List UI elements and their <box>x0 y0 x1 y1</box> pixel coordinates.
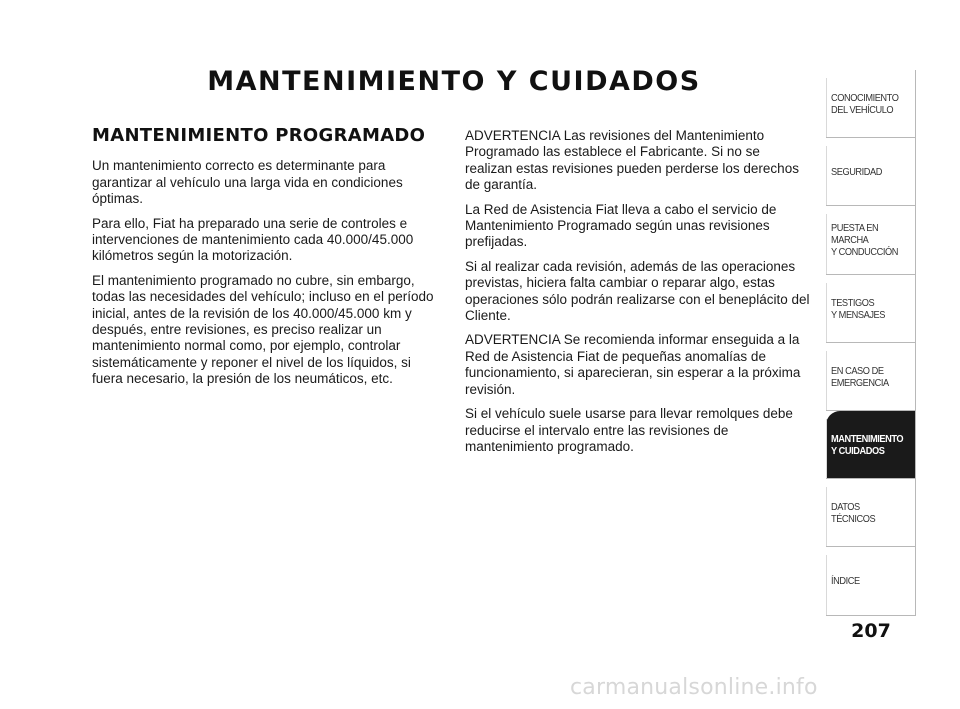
tab-en-caso-de-emergencia[interactable] <box>826 343 916 411</box>
tab-mantenimiento-y-cuidados[interactable] <box>826 411 916 479</box>
tab-label: TESTIGOS Y MENSAJES <box>831 296 885 321</box>
paragraph: ADVERTENCIA Se recomienda informar enseguida a la Red de Asistencia Fiat de pequeñas anomalías de funcionamiento, si aparecieran, sin esperar a la próxima revisión. <box>465 332 801 397</box>
paragraph: Si al realizar cada revisión, además de las operaciones previstas, hiciera falta cambiar o reparar algo, estas operaciones sólo podrán realizarse con el beneplácito del Cliente. <box>465 258 810 324</box>
tab-seguridad[interactable] <box>826 138 916 206</box>
paragraph: Para ello, Fiat ha preparado una serie de controles e intervenciones de mantenimiento cada 40.000/45.000 kilómetros según la motorización. <box>92 215 414 264</box>
page-title: MANTENIMIENTO Y CUIDADOS <box>207 66 701 97</box>
tab-label: MANTENIMIENTO Y CUIDADOS <box>831 432 904 457</box>
tab-datos-tecnicos[interactable] <box>826 479 916 547</box>
paragraph: ADVERTENCIA Las revisiones del Mantenimiento Programado las establece el Fabricante. Si no se realizan estas revisiones pueden perderse los derechos de garantía. <box>465 128 799 193</box>
paragraph: El mantenimiento programado no cubre, sin embargo, todas las necesidades del vehículo; incluso en el período inicial, antes de la revisión de los 40.000/45.000 km y después, entre revisiones, es preciso realizar un mantenimiento normal como, por ejemplo, controlar sistemáticamente y reponer el nivel de los líquidos, si fuera necesario, la presión de los neumáticos, etc. <box>92 272 434 387</box>
page-header <box>0 66 960 97</box>
tab-label: CONOCIMIENTO DEL VEHÍCULO <box>831 92 899 116</box>
tab-label: ÍNDICE <box>831 575 860 588</box>
section-title: MANTENIMIENTO PROGRAMADO <box>92 125 426 146</box>
page-number: 207 <box>851 620 891 642</box>
tab-label: EN CASO DE EMERGENCIA <box>831 364 889 389</box>
right-column <box>465 128 810 463</box>
paragraph: Un mantenimiento correcto es determinante para garantizar al vehículo una larga vida en condiciones óptimas. <box>92 158 403 207</box>
tab-label: PUESTA EN MARCHA Y CONDUCCIÓN <box>831 222 898 259</box>
chapter-tabs <box>826 70 916 616</box>
left-column <box>92 125 442 396</box>
watermark: carmanualsonline.info <box>570 675 818 700</box>
tab-puesta-en-marcha[interactable] <box>826 206 916 274</box>
paragraph: Si el vehículo suele usarse para llevar remolques debe reducirse el intervalo entre las revisiones de mantenimiento programado. <box>465 406 793 454</box>
tab-label: DATOS TÉCNICOS <box>831 501 876 526</box>
tab-label: SEGURIDAD <box>831 166 882 179</box>
tab-testigos-y-mensajes[interactable] <box>826 275 916 343</box>
tab-conocimiento-del-vehiculo[interactable] <box>826 70 916 138</box>
paragraph: La Red de Asistencia Fiat lleva a cabo el servicio de Mantenimiento Programado según unas revisiones prefijadas. <box>465 201 777 250</box>
tab-indice[interactable] <box>826 547 916 615</box>
